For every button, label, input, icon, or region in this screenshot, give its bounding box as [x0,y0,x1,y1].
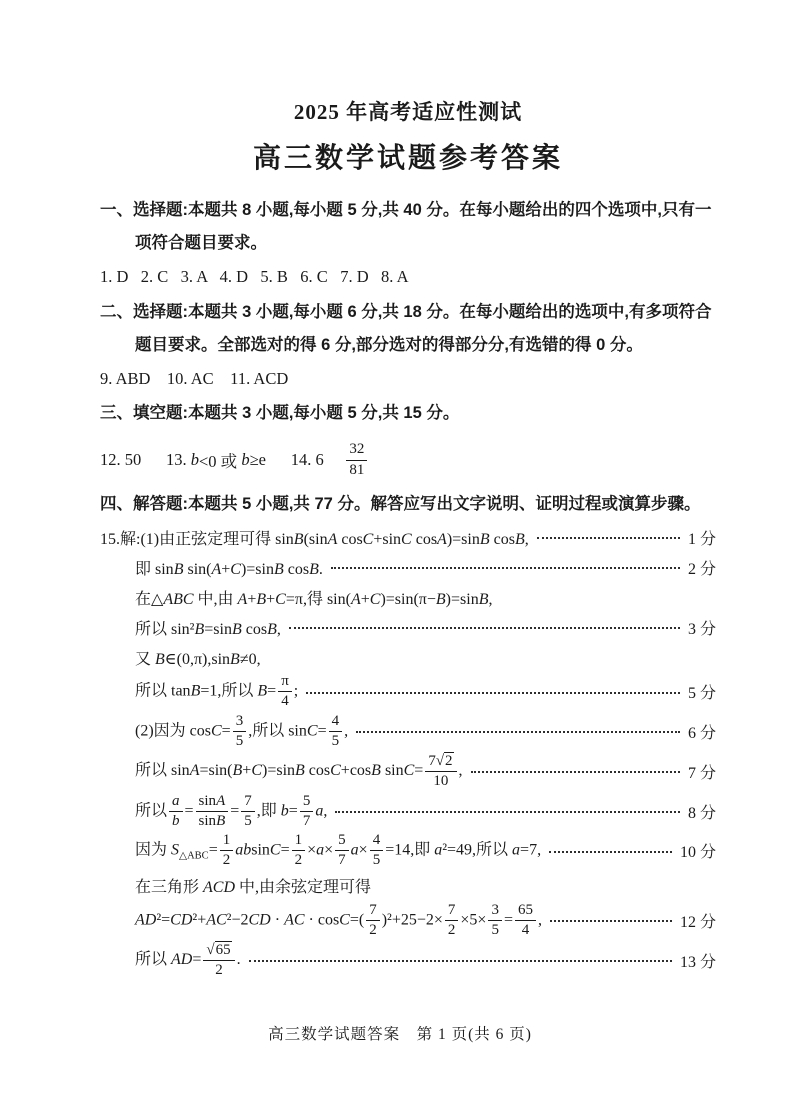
dotted-leader [306,692,680,694]
score-label: 12 分 [679,913,716,931]
solution-line [100,793,716,831]
score-label: 10 分 [679,844,716,862]
dotted-leader [549,851,672,853]
score-label: 5 分 [687,685,716,703]
fraction: $\frac{7}{2}$ [445,902,459,940]
solution-line-content: 所以 AD= $\frac{√65}{2}$ . [135,942,241,979]
solution-line [100,832,716,870]
dotted-leader [550,920,672,922]
solution-line-content: 所以 $\frac{a}{b}$ = $\frac{\sin A}{\sin B}$ = $\frac{7}{5}$ ,即 b= $\frac{5}{7}$ a, [135,792,328,829]
dotted-leader [249,960,672,962]
solution-line-content: 即 sinB sin(A+C)=sinB cosB. [135,560,323,578]
solution-line-content: 在三角形 ACD 中,由余弦定理可得 [135,879,372,897]
fraction: $\frac{7√2}{10}$ [425,752,456,791]
fraction: $\frac{3}{5}$ [488,902,502,940]
solution-line [100,613,716,641]
fraction: $\frac{5}{7}$ [300,793,314,831]
solution-line-content: 又 B∈(0,π),sinB≠0, [135,650,261,668]
section2-header: 二、选择题:本题共 3 小题,每小题 6 分,共 18 分。在每小题给出的选项中,有多项符合题目要求。全部选对的得 6 分,部分选对的得部分分,有选错的得 0 分。 [100,302,712,354]
solution-line [100,872,716,900]
score-label: 13 分 [679,953,716,971]
solution-line [100,523,716,551]
solution-line [100,673,716,711]
fraction: $\frac{1}{2}$ [220,832,234,870]
score-label: 3 分 [687,620,716,638]
fraction: $\frac{3}{5}$ [233,713,247,751]
radical-sign: √ [206,942,215,959]
fraction: $\frac{7}{2}$ [366,902,380,940]
solution-line-content: AD²=CD²+AC²−2CD · AC · cosC=( $\frac{7}{2}$ )²+25−2× $\frac{7}{2}$ ×5× $\frac{3}{5}$ = $\frac{65}{4}$ , [135,901,542,938]
fraction: $\frac{√65}{2}$ [203,941,234,980]
solution-line [100,553,716,581]
q15-solution [100,523,716,980]
score-label: 7 分 [687,764,716,782]
solution-line-content: 所以 tanB=1,所以 B= $\frac{\pi}{4}$ ; [135,673,299,710]
dotted-leader [289,627,680,629]
fraction: $\frac{4}{5}$ [329,713,343,751]
solution-line-content: 15.解:(1)由正弦定理可得 sinB(sinA cosC+sinC cosA)=sinB cosB, [100,530,529,548]
score-label: 2 分 [687,560,716,578]
fraction: $\frac{5}{7}$ [335,832,349,870]
fraction: $\frac{\sin A}{\sin B}$ [196,793,229,831]
fraction: $\frac{a}{b}$ [169,793,183,831]
dotted-leader [471,771,680,773]
fraction: $\frac{32}{81}$ [346,441,367,479]
dotted-leader [537,537,680,539]
dotted-leader [331,567,680,569]
section1-header: 一、选择题:本题共 8 小题,每小题 5 分,共 40 分。在每小题给出的四个选项中,只有一项符合题目要求。 [100,201,712,252]
section3-header: 三、填空题:本题共 3 小题,每小题 5 分,共 15 分。 [100,404,460,423]
dotted-leader [335,811,680,813]
solution-line-content: 在△ABC 中,由 A+B+C=π,得 sin(A+C)=sin(π−B)=sinB, [135,590,493,608]
solution-line [100,583,716,611]
solution-line-content: (2)因为 cosC= $\frac{3}{5}$ ,所以 sinC= $\frac{4}{5}$ , [135,712,349,749]
solution-line [100,752,716,791]
section4-header: 四、解答题:本题共 5 小题,共 77 分。解答应写出文字说明、证明过程或演算步骤。 [100,495,701,514]
exam-title: 2025 年高考适应性测试 [293,100,523,124]
solution-line-content: 所以 sin²B=sinB cosB, [135,620,281,638]
solution-line [100,902,716,940]
fraction: $\frac{1}{2}$ [292,832,306,870]
fraction: $\frac{\pi}{4}$ [278,673,292,711]
solution-line [100,941,716,980]
fill-in-answers: 12. 50 13. b <0 或 b ≥e 14. 6 $\frac{32}{81}$ [100,438,716,482]
section1-answers: 1. D 2. C 3. A 4. D 5. B 6. C 7. D 8. A [100,267,409,286]
fraction: $\frac{7}{5}$ [241,793,255,831]
radical-sign: √ [435,753,445,770]
solution-line-content: 因为 $S_{\triangle ABC}=$ $\frac{1}{2}$ absinC= $\frac{1}{2}$ ×a× $\frac{5}{7}$ a× $\frac{4}{5}$ =14,即 a²=49,所以 a=7, [135,832,542,869]
score-label: 8 分 [687,804,716,822]
answer-key-title: 高三数学试题参考答案 [252,142,563,173]
page-footer: 高三数学试题答案 第 1 页(共 6 页) [268,1026,532,1043]
solution-line [100,713,716,751]
fraction: $\frac{65}{4}$ [515,902,536,940]
solution-line [100,643,716,671]
fraction: $\frac{4}{5}$ [370,832,384,870]
score-label: 6 分 [687,724,716,742]
score-label: 1 分 [687,530,716,548]
dotted-leader [356,731,680,733]
solution-line-content: 所以 sinA=sin(B+C)=sinB cosC+cosB sinC= $\frac{7√2}{10}$ , [135,753,463,790]
section2-answers: 9. ABD 10. AC 11. ACD [100,368,289,388]
